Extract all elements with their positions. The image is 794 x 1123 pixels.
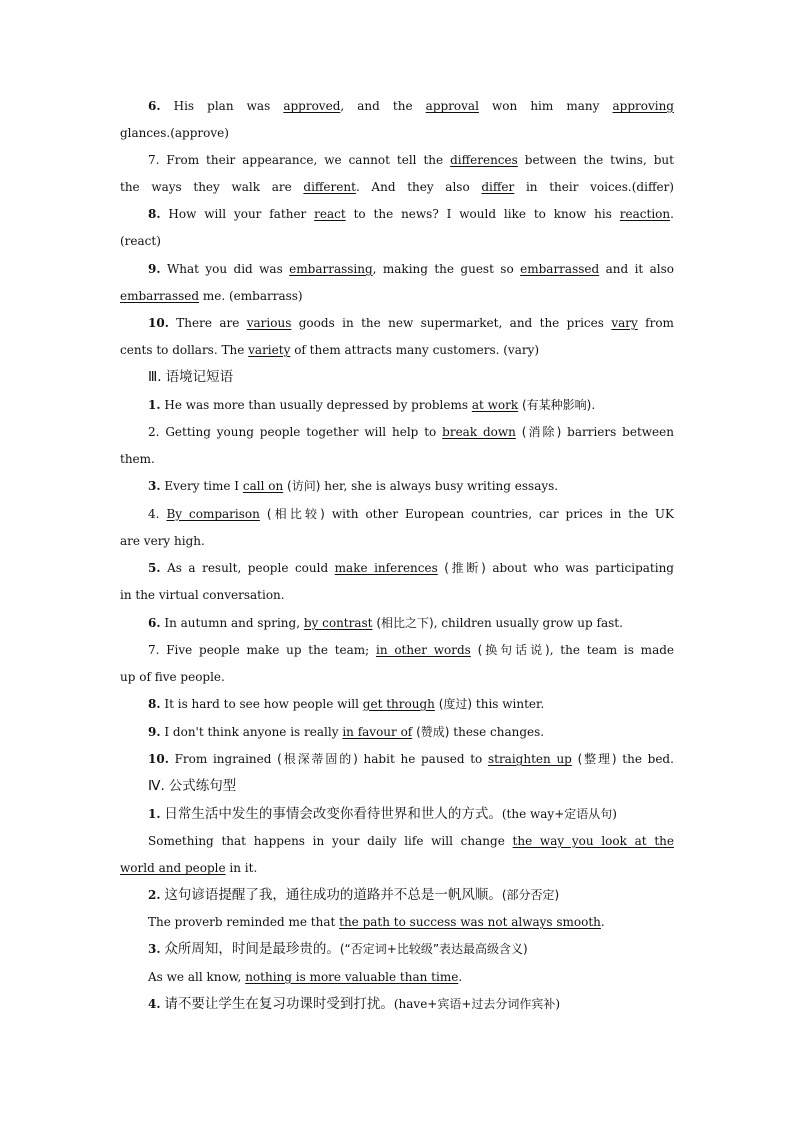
answer: approval (425, 99, 479, 113)
chinese-prompt: 这句谚语提醒了我，通往成功的道路并不总是一帆风顺。 (164, 887, 502, 903)
phrase-7-cont: up of five people. (120, 670, 225, 684)
answer: vary (611, 316, 638, 330)
text: There are (176, 316, 240, 330)
question-number: 7. (148, 643, 160, 657)
text: Something that happens in your daily life will change (148, 834, 505, 848)
chinese-gloss: (相比较) (266, 507, 325, 521)
text: to the news? I would like to know his (353, 207, 612, 221)
sentence-1-answer-cont (120, 860, 674, 876)
answer: at work (471, 398, 519, 412)
text: In autumn and spring, (164, 616, 301, 630)
question-number: 9. (148, 262, 161, 276)
chinese-gloss: (赞成) (416, 725, 450, 739)
sentence-4-prompt (148, 996, 674, 1012)
phrase-4 (148, 506, 674, 522)
sentence-1-answer (148, 833, 674, 849)
chinese-gloss: (相比之下) (376, 616, 434, 630)
text: the ways they walk are (120, 180, 292, 194)
answer: straighten up (487, 752, 572, 766)
answer: in other words (376, 643, 471, 657)
question-number: 2. (148, 425, 160, 439)
text: . (600, 915, 605, 929)
answer: differ (481, 180, 515, 194)
text: of them attracts many customers. (vary) (294, 343, 540, 357)
chinese-gloss: (有某种影响) (521, 398, 592, 412)
question-number: 2. (148, 888, 161, 902)
text: the bed. (622, 752, 674, 766)
chinese-gloss: (根深蒂固的) (277, 752, 358, 766)
vocab-q6 (148, 98, 674, 114)
text: His plan was (173, 99, 271, 113)
text: He was more than usually depressed by problems (164, 398, 468, 412)
text: this winter. (475, 697, 545, 711)
phrase-2-cont: them. (120, 452, 155, 466)
section-title: 语境记短语 (165, 369, 234, 385)
chinese-prompt: 请不要让学生在复习功课时受到打扰。 (164, 996, 394, 1012)
phrase-3 (148, 478, 674, 494)
answer: embarrassed (520, 262, 600, 276)
text: in their voices.(differ) (525, 180, 674, 194)
answer: by contrast (303, 616, 373, 630)
answer: call on (242, 479, 284, 493)
vocab-q6-cont: glances.(approve) (120, 126, 229, 140)
section-title: 公式练句型 (168, 778, 237, 794)
vocab-q7-cont (120, 179, 674, 195)
text: between the twins, but (524, 153, 674, 167)
text: As we all know, (148, 970, 242, 984)
text: , the team is made (549, 643, 675, 657)
vocab-q8-cont: (react) (120, 234, 161, 248)
question-number: 10. (148, 316, 169, 330)
sentence-3-prompt (148, 941, 674, 957)
question-number: 1. (148, 807, 161, 821)
pattern-hint: (the way+定语从句) (501, 807, 617, 821)
phrase-7 (148, 642, 674, 658)
text: goods in the new supermarket, and the prices (298, 316, 604, 330)
phrase-5-cont: in the virtual conversation. (120, 588, 285, 602)
text: What you did was (166, 262, 283, 276)
section-heading-4 (148, 778, 674, 794)
text: with other European countries, car prices in the UK (331, 507, 674, 521)
question-number: 3. (148, 479, 161, 493)
question-number: 3. (148, 942, 161, 956)
text: habit he paused to (363, 752, 483, 766)
chinese-prompt: 众所周知，时间是最珍贵的。 (164, 941, 340, 957)
sentence-3-answer (148, 969, 674, 985)
text: It is hard to see how people will (164, 697, 359, 711)
question-number: 4. (148, 507, 160, 521)
text: barriers between (567, 425, 674, 439)
text: in it. (229, 861, 258, 875)
answer: By comparison (166, 507, 260, 521)
chinese-prompt: 日常生活中发生的事情会改变你看待世界和世人的方式。 (164, 806, 502, 822)
chinese-gloss: (推断) (444, 561, 486, 575)
phrase-9 (148, 724, 674, 740)
vocab-q7 (148, 152, 674, 168)
pattern-hint: (have+宾语+过去分词作宾补) (393, 997, 561, 1011)
answer: world and people (120, 861, 226, 875)
chinese-gloss: (消除) (521, 425, 562, 439)
sentence-1-prompt (148, 806, 674, 822)
pattern-hint: (“否定词+比较级”表达最高级含义) (339, 942, 528, 956)
sentence-2-answer (148, 914, 674, 930)
text: How will your father (168, 207, 307, 221)
answer: variety (248, 343, 291, 357)
question-number: 4. (148, 997, 161, 1011)
text: about who was participating (492, 561, 674, 575)
text: . (591, 398, 596, 412)
phrase-1 (148, 397, 674, 413)
vocab-q10-cont (120, 342, 674, 358)
question-number: 8. (148, 207, 161, 221)
answer: make inferences (334, 561, 438, 575)
answer: the path to success was not always smooth (339, 915, 601, 929)
answer: differences (450, 153, 518, 167)
text: , children usually grow up fast. (433, 616, 623, 630)
sentence-2-prompt (148, 887, 674, 903)
text: As a result, people could (167, 561, 329, 575)
question-number: 10. (148, 752, 169, 766)
vocab-q10 (148, 315, 674, 331)
question-number: 6. (148, 99, 161, 113)
chinese-gloss: (整理) (577, 752, 617, 766)
chinese-gloss: (访问) (287, 479, 321, 493)
text: . (670, 207, 674, 221)
text: Five people make up the team; (166, 643, 370, 657)
vocab-q9 (148, 261, 674, 277)
text: cents to dollars. The (120, 343, 245, 357)
answer: nothing is more valuable than time (245, 970, 459, 984)
text: , and the (340, 99, 413, 113)
answer: the way you look at the (512, 834, 674, 848)
question-number: 6. (148, 616, 161, 630)
phrase-6 (148, 615, 674, 631)
answer: reaction (619, 207, 671, 221)
text: these changes. (453, 725, 545, 739)
answer: react (314, 207, 346, 221)
text: From their appearance, we cannot tell the (166, 153, 444, 167)
section-number: Ⅳ. (148, 778, 165, 794)
text: From ingrained (174, 752, 272, 766)
vocab-q8 (148, 206, 674, 222)
phrase-5 (148, 560, 674, 576)
vocab-q9-cont (120, 288, 674, 304)
text: Every time I (164, 479, 240, 493)
answer: get through (362, 697, 435, 711)
text: Getting young people together will help to (165, 425, 437, 439)
answer: various (246, 316, 292, 330)
phrase-4-cont: are very high. (120, 534, 205, 548)
text: The proverb reminded me that (148, 915, 336, 929)
question-number: 8. (148, 697, 161, 711)
phrase-10 (148, 751, 674, 767)
answer: different (303, 180, 356, 194)
text: . And they also (355, 180, 470, 194)
text: her, she is always busy writing essays. (324, 479, 559, 493)
text: . (458, 970, 463, 984)
answer: embarrassed (120, 289, 200, 303)
question-number: 1. (148, 398, 161, 412)
answer: in favour of (342, 725, 413, 739)
section-number: Ⅲ. (148, 369, 162, 385)
answer: approved (283, 99, 341, 113)
question-number: 9. (148, 725, 161, 739)
text: me. (embarrass) (202, 289, 303, 303)
chinese-gloss: (换句话说) (477, 643, 550, 657)
text: won him many (492, 99, 600, 113)
text: I don't think anyone is really (164, 725, 339, 739)
phrase-2 (148, 424, 674, 440)
pattern-hint: (部分否定) (501, 888, 560, 902)
question-number: 5. (148, 561, 161, 575)
phrase-8 (148, 696, 674, 712)
text: and it also (605, 262, 675, 276)
answer: break down (442, 425, 516, 439)
chinese-gloss: (度过) (438, 697, 473, 711)
answer: approving (612, 99, 674, 113)
text: , making the guest so (372, 262, 514, 276)
section-heading-3 (148, 369, 674, 385)
answer: embarrassing (289, 262, 373, 276)
question-number: 7. (148, 153, 160, 167)
text: from (645, 316, 674, 330)
